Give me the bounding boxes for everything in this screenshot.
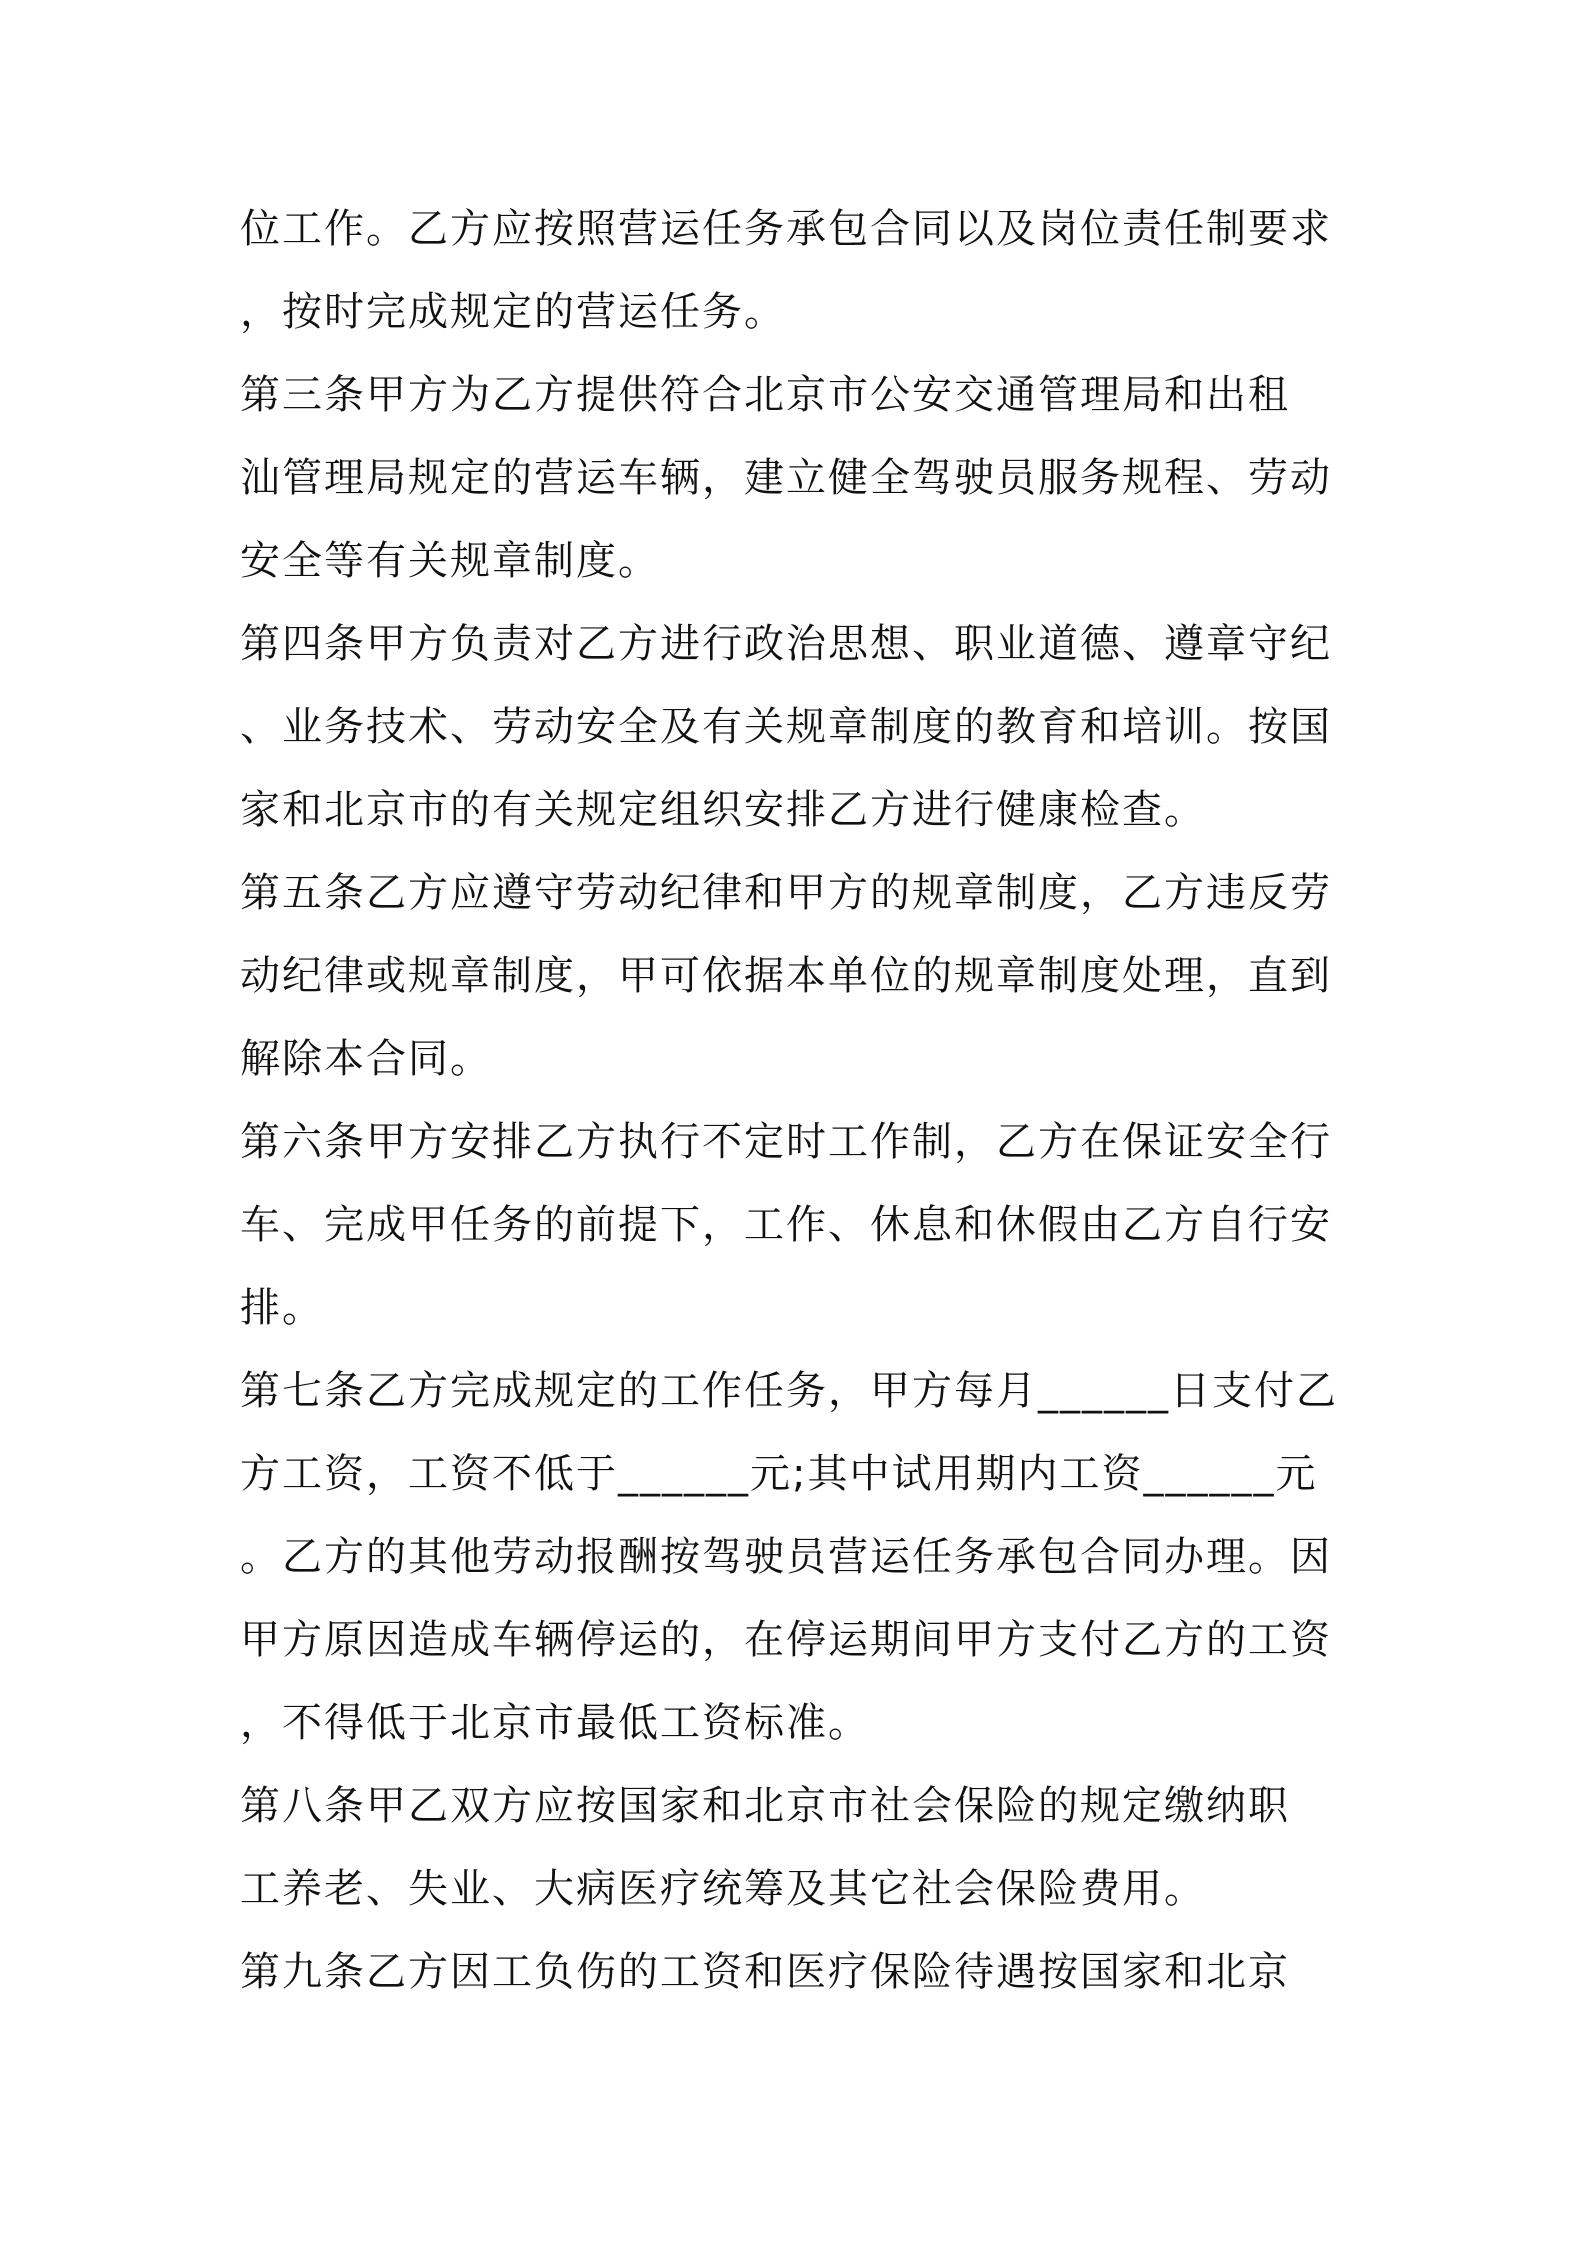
text-line: 第六条甲方安排乙方执行不定时工作制，乙方在保证安全行 [240,1119,1332,1165]
text-line: 方工资，工资不低于______元;其中试用期内工资______元 [240,1451,1318,1497]
text-line: 车、完成甲任务的前提下，工作、休息和休假由乙方自行安 [240,1202,1332,1248]
text-line: 第七条乙方完成规定的工作任务，甲方每月______日支付乙 [240,1368,1338,1414]
text-line: 第八条甲乙双方应按国家和北京市社会保险的规定缴纳职 [240,1783,1290,1829]
text-line: 第三条甲方为乙方提供符合北京市公安交通管理局和出租 [240,372,1290,418]
text-line: 第五条乙方应遵守劳动纪律和甲方的规章制度，乙方违反劳 [240,870,1332,916]
text-line: 。乙方的其他劳动报酬按驾驶员营运任务承包合同办理。因 [240,1534,1332,1580]
text-line: 第四条甲方负责对乙方进行政治思想、职业道德、遵章守纪 [240,621,1332,667]
text-line: ，按时完成规定的营运任务。 [240,289,786,335]
text-line: 动纪律或规章制度，甲可依据本单位的规章制度处理，直到 [240,953,1332,999]
contract-body-text [240,188,1360,2014]
text-line: 位工作。乙方应按照营运任务承包合同以及岗位责任制要求 [240,206,1332,252]
text-line: 安全等有关规章制度。 [240,538,660,584]
text-line: 、业务技术、劳动安全及有关规章制度的教育和培训。按国 [240,704,1332,750]
text-line: 汕管理局规定的营运车辆，建立健全驾驶员服务规程、劳动 [240,455,1332,501]
text-line: 家和北京市的有关规定组织安排乙方进行健康检查。 [240,787,1206,833]
text-line: ，不得低于北京市最低工资标准。 [240,1700,870,1746]
text-line: 工养老、失业、大病医疗统筹及其它社会保险费用。 [240,1866,1206,1912]
text-line: 排。 [240,1285,324,1331]
text-line: 解除本合同。 [240,1036,492,1082]
text-line: 甲方原因造成车辆停运的，在停运期间甲方支付乙方的工资 [240,1617,1332,1663]
text-line: 第九条乙方因工负伤的工资和医疗保险待遇按国家和北京 [240,1949,1290,1995]
